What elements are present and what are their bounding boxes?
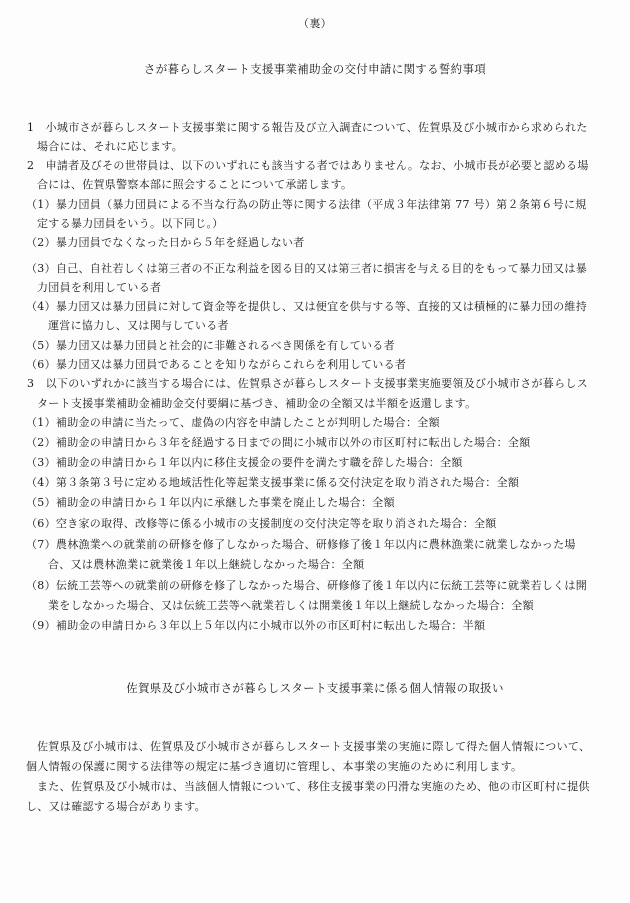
privacy-line: 個人情報の保護に関する法律等の規定に基づき適切に管理し、本事業の実施のために利用します。: [26, 760, 523, 773]
privacy-line: 佐賀県及び小城市は、佐賀県及び小城市さが暮らしスタート支援事業の実施に際して得た個人情報について、: [37, 740, 591, 753]
pledge-line: （5）補助金の申請日から１年以内に承継した事業を廃止した場合：全額: [26, 496, 395, 509]
pledge-line: （2）暴力団員でなくなった日から５年を経過しない者: [26, 236, 305, 249]
pledge-line: （5）暴力団又は暴力団員と社会的に非難されるべき関係を有している者: [26, 339, 395, 352]
pledge-line: （4）第３条第３号に定める地域活性化等起業支援事業に係る交付決定を取り消された場合：全額: [26, 476, 520, 489]
privacy-line: し、又は確認する場合があります。: [26, 800, 206, 813]
pledge-line: 業をしなかった場合、又は伝統工芸等へ就業若しくは開業後１年以上継続しなかった場合：全額: [48, 599, 534, 612]
pledge-line: 場合には、それに応じます。: [37, 140, 184, 153]
pledge-line: （9）補助金の申請日から３年以上５年以内に小城市以外の市区町村に転出した場合：半額: [26, 619, 486, 632]
pledge-line: （1）補助金の申請に当たって、虚偽の内容を申請したことが判明した場合：全額: [26, 416, 440, 429]
pledge-line: 合、又は農林漁業に就業後１年以上継続しなかった場合：全額: [48, 558, 365, 571]
pledge-line: 合には、佐賀県警察本部に照会することについて承諾します。: [37, 178, 353, 191]
pledge-line: （1）暴力団員（暴力団員による不当な行為の防止等に関する法律（平成３年法律第 77 号）第２条第６号に規: [26, 198, 587, 211]
pledge-line: （2）補助金の申請日から３年を経過する日までの間に小城市以外の市区町村に転出した場合：全額: [26, 436, 531, 449]
pledge-line: （6）暴力団又は暴力団員であることを知りながらこれらを利用している者: [26, 358, 407, 371]
pledge-line: （3）補助金の申請日から１年以内に移住支援金の要件を満たす職を辞した場合：全額: [26, 456, 463, 469]
pledge-line: （7）農林漁業への就業前の研修を修了しなかった場合、研修修了後１年以内に農林漁業に就業しなかった場: [26, 538, 576, 551]
pledge-line: 3 以下のいずれかに該当する場合には、佐賀県さが暮らしスタート支援事業実施要領及び小城市さが暮らしス: [27, 377, 588, 390]
pledge-line: （4）暴力団又は暴力団員に対して資金等を提供し、又は便宜を供与する等、直接的又は積極的に暴力団の維持: [26, 300, 587, 313]
pledge-line: （6）空き家の取得、改修等に係る小城市の支援制度の交付決定等を取り消された場合：全額: [26, 517, 497, 530]
pledge-line: 1 小城市さが暮らしスタート支援事業に関する報告及び立入調査について、佐賀県及び小城市から求められた: [27, 121, 588, 134]
pledge-line: 運営に協力し、又は関与している者: [48, 319, 229, 332]
pledge-line: （3）自己、自社若しくは第三者の不正な利益を図る目的又は第三者に損害を与える目的をもって暴力団又は暴: [26, 262, 587, 275]
pledge-line: 力団員を利用している者: [37, 281, 162, 294]
privacy-title: 佐賀県及び小城市さが暮らしスタート支援事業に係る個人情報の取扱い: [126, 681, 504, 695]
pledge-line: タート支援事業補助金補助金交付要綱に基づき、補助金の全額又は半額を返還します。: [37, 397, 477, 410]
pledge-line: 2 申請者及びその世帯員は、以下のいずれにも該当する者ではありません。なお、小城市長が必要と認める場: [27, 159, 589, 172]
pledge-title: さが暮らしスタート支援事業補助金の交付申請に関する誓約事項: [143, 62, 487, 76]
pledge-line: （8）伝統工芸等への就業前の研修を修了しなかった場合、研修修了後１年以内に伝統工芸等に就業若しくは開: [26, 579, 587, 592]
side-label: （裏）: [298, 17, 332, 30]
pledge-line: 定する暴力団員をいう。以下同じ。）: [37, 217, 224, 230]
privacy-line: また、佐賀県及び小城市は、当該個人情報について、移住支援事業の円滑な実施のため、他の市区町村に提供: [37, 780, 590, 793]
